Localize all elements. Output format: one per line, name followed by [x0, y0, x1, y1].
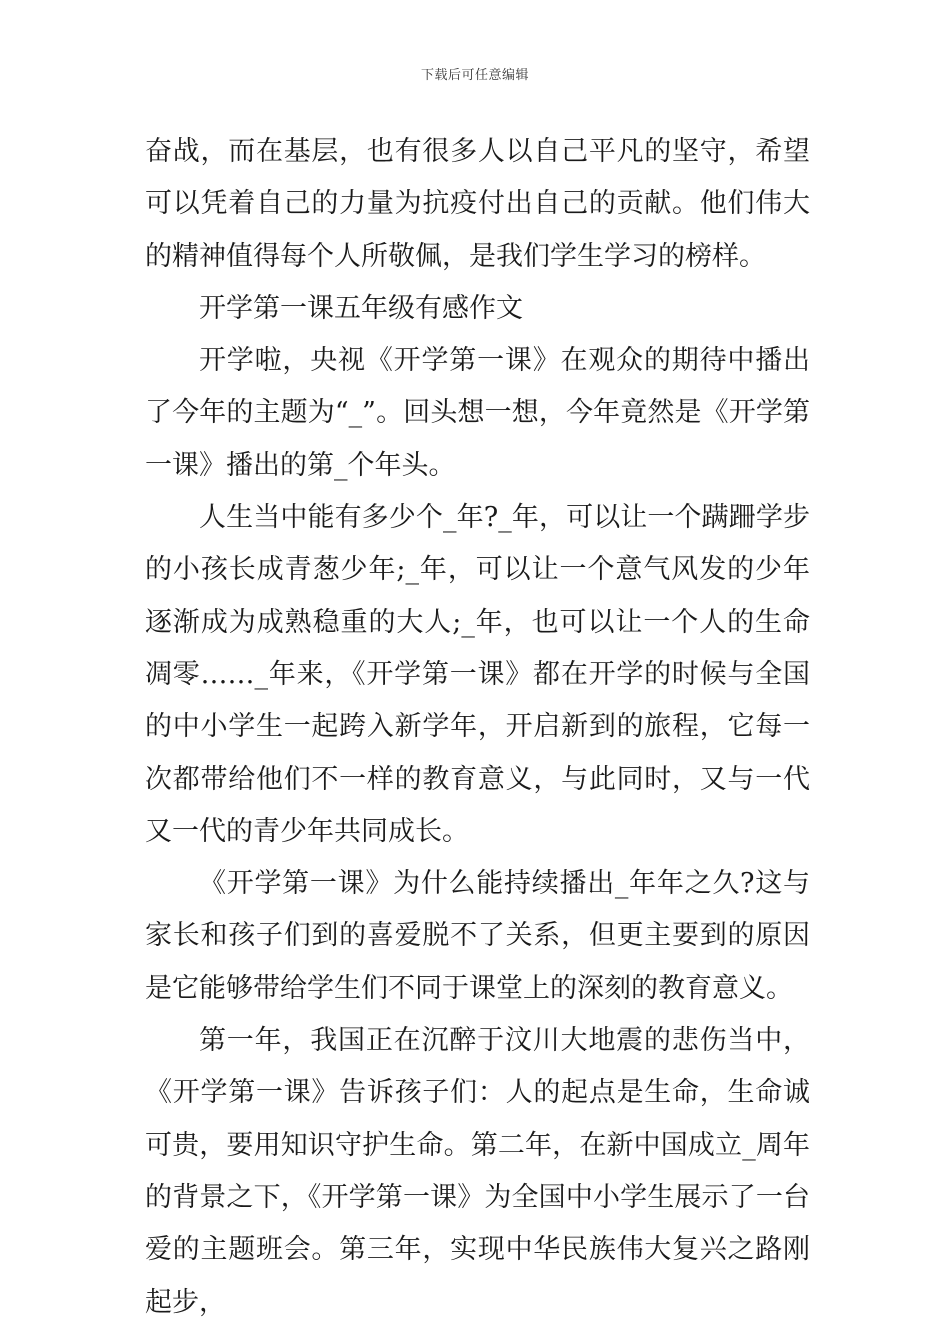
paragraph-4: 人生当中能有多少个_年?_年，可以让一个蹒跚学步的小孩长成青葱少年;_年，可以让一个意气风发的少年逐渐成为成熟稳重的大人;_年，也可以让一个人的生命凋零……_年来，《开学第一课》都在开学的时候与全国的中小学生一起跨入新学年，开启新到的旅程，它每一次都带给他们不一样的教育意义，与此同时，又与一代又一代的青少年共同成长。 [145, 502, 810, 847]
paragraph-3: 开学啦，央视《开学第一课》在观众的期待中播出了今年的主题为“_”。回头想一想，今年竟然是《开学第一课》播出的第_个年头。 [145, 345, 810, 481]
essay-title: 开学第一课五年级有感作文 [199, 292, 523, 324]
page-header: 下载后可任意编辑 [420, 68, 529, 83]
paragraph-6: 第一年，我国正在沉醉于汶川大地震的悲伤当中，《开学第一课》告诉孩子们：人的起点是生命，生命诚可贵，要用知识守护生命。第二年，在新中国成立_周年的背景之下，《开学第一课》为全国中小学生展示了一台爱的主题班会。第三年，实现中华民族伟大复兴之路刚起步， [145, 1025, 810, 1318]
paragraph-5: 《开学第一课》为什么能持续播出_年年之久?这与家长和孩子们到的喜爱脱不了关系，但更主要到的原因是它能够带给学生们不同于课堂上的深刻的教育意义。 [145, 868, 810, 1004]
document-body [145, 126, 810, 1329]
paragraph-1: 奋战，而在基层，也有很多人以自己平凡的坚守，希望可以凭着自己的力量为抗疫付出自己的贡献。他们伟大的精神值得每个人所敬佩，是我们学生学习的榜样。 [145, 136, 810, 272]
